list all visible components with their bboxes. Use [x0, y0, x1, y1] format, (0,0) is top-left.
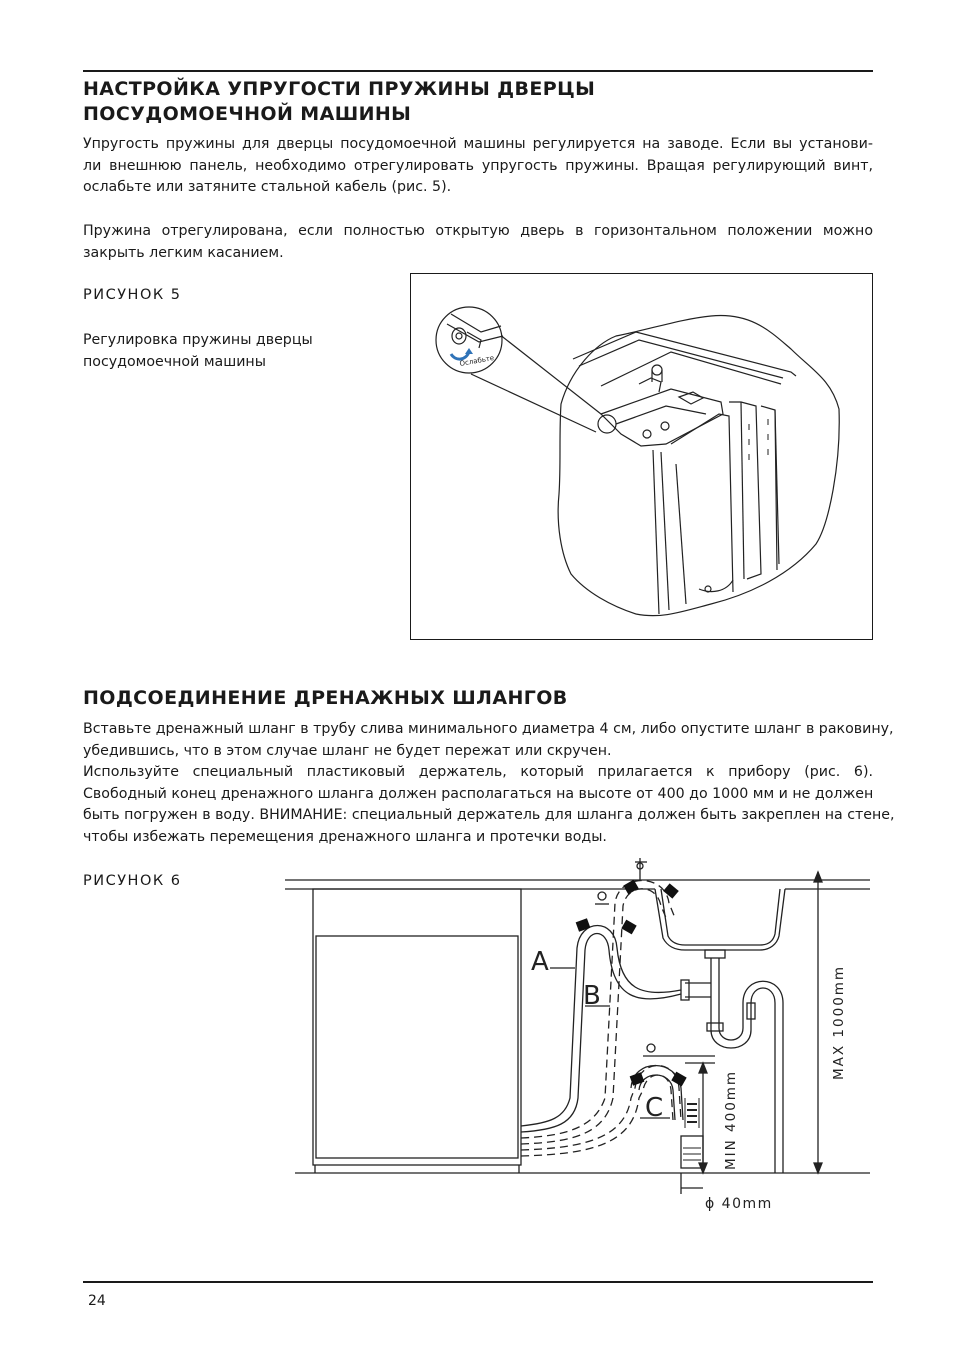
drain-paragraph — [83, 719, 895, 848]
text-line: быть погружен в воду. ВНИМАНИЕ: специальный держатель для шланга должен быть закреплен на стене, — [83, 807, 895, 823]
figure-6-label: РИСУНОК 6 — [83, 873, 182, 889]
title-line: ПОСУДОМОЕЧНОЙ МАШИНЫ — [83, 103, 412, 125]
figure-5-label: РИСУНОК 5 — [83, 287, 182, 303]
text-line: Свободный конец дренажного шланга должен располагаться на высоте от 400 до 1000 мм и не должен — [83, 785, 874, 802]
figure-6-illustration — [285, 858, 875, 1218]
text-line: ли внешнюю панель, необходимо отрегулировать упругость пружины. Вращая регулирующий винт, — [83, 157, 873, 174]
text-line: убедившись, что в этом случае шланг не будет пережат или скручен. — [83, 742, 612, 759]
text-line: Упругость пружины для дверцы посудомоечной машины регулируется на заводе. Если вы установи- — [83, 136, 873, 152]
text-line: чтобы избежать перемещения дренажного шланга и протечки воды. — [83, 828, 607, 845]
section-title-drain: ПОДСОЕДИНЕНИЕ ДРЕНАЖНЫХ ШЛАНГОВ — [83, 687, 568, 709]
text-line: закрыть легким касанием. — [83, 244, 284, 261]
loosen-callout-text: Ослабьте — [458, 354, 495, 368]
top-rule — [83, 70, 873, 72]
bottom-rule — [83, 1281, 873, 1283]
section-title-spring — [83, 77, 873, 127]
page-number: 24 — [88, 1293, 106, 1309]
caption-line: Регулировка пружины дверцы — [83, 332, 313, 348]
title-line: НАСТРОЙКА УПРУГОСТИ ПРУЖИНЫ ДВЕРЦЫ — [83, 78, 596, 100]
min-height-label: MIN 400mm — [723, 1069, 739, 1170]
pipe-diameter-label: ϕ 40mm — [705, 1196, 773, 1212]
text-line: Пружина отрегулирована, если полностью открытую дверь в горизонтальном положении можно — [83, 223, 873, 239]
text-line: Вставьте дренажный шланг в трубу слива минимального диаметра 4 см, либо опустите шланг в раковину, — [83, 721, 894, 737]
hose-label-b: B — [583, 981, 601, 1011]
spring-paragraph-1 — [83, 134, 873, 199]
text-line: ослабьте или затяните стальной кабель (рис. 5). — [83, 179, 452, 195]
hose-label-a: A — [531, 947, 549, 977]
caption-line: посудомоечной машины — [83, 353, 266, 370]
dishwasher-door-spring-drawing — [411, 274, 872, 639]
figure-5-caption — [83, 330, 383, 373]
max-height-label: MAX 1000mm — [831, 964, 847, 1080]
hose-label-c: C — [645, 1093, 664, 1123]
figure-5-illustration — [410, 273, 873, 640]
drain-hose-drawing — [285, 858, 875, 1218]
spring-paragraph-2 — [83, 221, 873, 264]
text-line: Используйте специальный пластиковый держатель, который прилагается к прибору (рис. 6). — [83, 764, 873, 780]
